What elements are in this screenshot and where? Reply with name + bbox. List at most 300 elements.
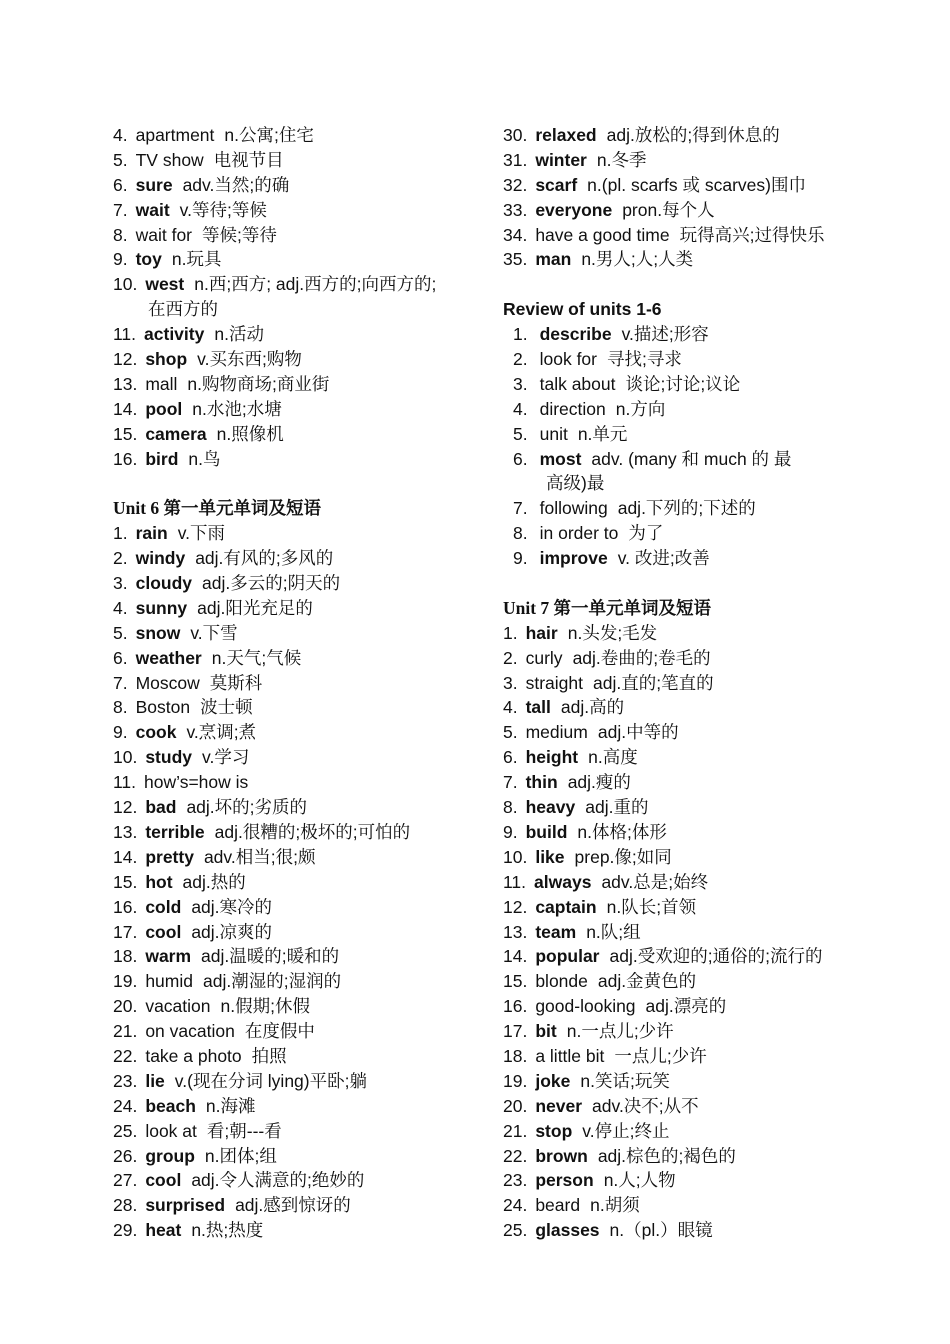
- vocab-word: wait: [135, 199, 170, 220]
- vocab-definition: v.等待;等候: [179, 199, 267, 220]
- vocab-definition: adj.很糟的;极坏的;可怕的: [214, 821, 411, 842]
- item-number: 14.: [113, 398, 138, 419]
- vocab-item: [113, 447, 483, 472]
- item-number: 25.: [113, 1120, 138, 1141]
- vocab-item: [503, 795, 873, 820]
- vocab-word: glasses: [535, 1220, 600, 1241]
- item-number: 26.: [113, 1145, 138, 1166]
- vocab-item: [503, 671, 873, 696]
- item-number: 3.: [503, 672, 518, 693]
- item-number: 8.: [113, 224, 128, 245]
- vocab-list-review-end: [503, 496, 873, 571]
- vocab-item: [503, 546, 873, 571]
- vocab-definition: 为了: [628, 523, 664, 544]
- vocab-item: [503, 148, 873, 173]
- vocab-item: [503, 646, 873, 671]
- vocab-definition: v.下雪: [190, 622, 238, 643]
- vocab-word: how’s=how is: [144, 772, 249, 793]
- item-number: 31.: [503, 149, 528, 170]
- item-number: 16.: [113, 896, 138, 917]
- vocab-definition: adj.阳光充足的: [197, 597, 313, 618]
- vocab-definition: n.照像机: [216, 423, 284, 444]
- vocab-definition: n.(pl. scarfs 或 scarves)围巾: [587, 174, 806, 195]
- vocab-item: [113, 223, 483, 248]
- vocab-item: [113, 994, 483, 1019]
- left-column: [113, 123, 483, 1243]
- vocab-definition: adj.受欢迎的;通俗的;流行的: [609, 946, 823, 967]
- vocab-word: straight: [525, 672, 583, 693]
- unit7-heading: Unit 7 第一单元单词及短语: [503, 597, 712, 618]
- vocab-item: [113, 671, 483, 696]
- vocab-definition: n.购物商场;商业街: [187, 373, 330, 394]
- vocab-item: [503, 944, 873, 969]
- item-number: 5.: [113, 622, 128, 643]
- vocab-definition: adj.下列的;下述的: [617, 498, 756, 519]
- item-number: 27.: [113, 1170, 138, 1191]
- vocab-definition: n.天气;气候: [211, 647, 302, 668]
- vocab-word: heat: [145, 1220, 182, 1241]
- vocab-word: winter: [535, 149, 587, 170]
- vocab-definition: adj.潮湿的;湿润的: [203, 971, 342, 992]
- vocab-word: lie: [145, 1070, 165, 1091]
- item-number: 3.: [113, 573, 128, 594]
- vocab-item: [113, 148, 483, 173]
- vocab-definition: adj.中等的: [597, 722, 679, 743]
- vocab-item: [113, 795, 483, 820]
- vocab-word: warm: [145, 946, 192, 967]
- item-number: 20.: [113, 996, 138, 1017]
- vocab-item: [503, 223, 873, 248]
- vocab-item: [503, 994, 873, 1019]
- vocab-item: [113, 870, 483, 895]
- vocab-word: cool: [145, 921, 182, 942]
- vocab-word: brown: [535, 1145, 588, 1166]
- vocab-definition: 在度假中: [244, 1021, 315, 1042]
- vocab-word: sure: [135, 174, 173, 195]
- item-number: 15.: [113, 871, 138, 892]
- vocab-word: improve: [539, 548, 608, 569]
- vocab-definition: 看;朝---看: [206, 1120, 282, 1141]
- item-number: 18.: [503, 1045, 528, 1066]
- item-number: 4.: [513, 398, 528, 419]
- vocab-word: man: [535, 249, 572, 270]
- item-number: 5.: [513, 423, 528, 444]
- vocab-definition: v.(现在分词 lying)平卧;躺: [174, 1070, 367, 1091]
- vocab-word: a little bit: [535, 1045, 605, 1066]
- item-number: 9.: [513, 548, 528, 569]
- item-number: 10.: [113, 747, 138, 768]
- vocab-word: joke: [535, 1070, 571, 1091]
- vocab-word: team: [535, 921, 577, 942]
- vocab-word: beard: [535, 1195, 581, 1216]
- vocab-item: [503, 1218, 873, 1243]
- vocab-definition: adj.瘦的: [567, 772, 631, 793]
- vocab-definition: 谈论;讨论;议论: [625, 373, 741, 394]
- vocab-word: never: [535, 1095, 583, 1116]
- vocab-item: [113, 820, 483, 845]
- vocab-word: pool: [145, 398, 183, 419]
- item-number: 6.: [113, 647, 128, 668]
- vocab-item: [113, 571, 483, 596]
- vocab-item: [503, 1144, 873, 1169]
- vocab-item: [503, 969, 873, 994]
- vocab-word: west: [145, 274, 185, 295]
- vocab-word: take a photo: [145, 1045, 242, 1066]
- item-number: 16.: [113, 448, 138, 469]
- vocab-item: [503, 920, 873, 945]
- vocab-word: describe: [539, 324, 612, 345]
- item-number: 9.: [113, 249, 128, 270]
- vocab-word: following: [539, 498, 608, 519]
- vocab-word: direction: [539, 398, 606, 419]
- item-number: 14.: [113, 846, 138, 867]
- item-number: 6.: [513, 448, 528, 469]
- vocab-definition: 等候;等待: [202, 224, 277, 245]
- vocab-definition: adj.重的: [585, 797, 649, 818]
- item-number: 1.: [503, 622, 518, 643]
- vocab-definition: n.活动: [214, 324, 264, 345]
- item-number: 4.: [113, 125, 128, 145]
- vocab-definition: n.鸟: [188, 448, 221, 469]
- vocab-definition: v.学习: [202, 747, 250, 768]
- vocab-word: hair: [525, 622, 558, 643]
- vocab-definition: adv. (many 和 much 的 最: [591, 448, 792, 469]
- item-number: 5.: [113, 149, 128, 170]
- vocab-word: apartment: [135, 125, 215, 145]
- vocab-item: [113, 695, 483, 720]
- vocab-item: [113, 944, 483, 969]
- item-number: 15.: [113, 423, 138, 444]
- west-definition-continued: 在西方的: [148, 299, 218, 320]
- vocab-word: bad: [145, 797, 177, 818]
- item-number: 3.: [513, 373, 528, 394]
- vocab-item: [113, 969, 483, 994]
- vocab-definition: adv.相当;很;颇: [203, 846, 316, 867]
- item-number: 12.: [113, 797, 138, 818]
- vocab-word: cloudy: [135, 573, 193, 594]
- vocab-definition: v.下雨: [177, 523, 226, 544]
- vocab-word: camera: [145, 423, 207, 444]
- vocab-word: tall: [525, 697, 551, 718]
- vocab-definition: v.烹调;煮: [186, 722, 257, 743]
- vocab-item: [503, 870, 873, 895]
- item-number: 28.: [113, 1195, 138, 1216]
- vocab-item: [113, 745, 483, 770]
- vocab-word: TV show: [135, 149, 204, 170]
- item-number: 7.: [113, 672, 128, 693]
- vocab-word: curly: [525, 647, 563, 668]
- vocab-word: good-looking: [535, 996, 636, 1017]
- vocab-item: [113, 322, 483, 347]
- item-number: 34.: [503, 224, 528, 245]
- vocab-definition: adj.坏的;劣质的: [186, 797, 308, 818]
- vocab-item: [113, 920, 483, 945]
- vocab-definition: adj.棕色的;褐色的: [597, 1145, 736, 1166]
- vocab-word: most: [539, 448, 582, 469]
- vocab-definition: v.停止;终止: [582, 1120, 670, 1141]
- vocab-item: [503, 397, 873, 422]
- vocab-definition: n.热;热度: [191, 1220, 264, 1241]
- vocab-item: [503, 521, 873, 546]
- vocab-list-unit6-end: [503, 123, 873, 272]
- item-number: 30.: [503, 125, 528, 145]
- item-number: 9.: [113, 722, 128, 743]
- item-number: 8.: [503, 797, 518, 818]
- vocab-definition: n.头发;毛发: [567, 622, 658, 643]
- vocab-item: [503, 745, 873, 770]
- vocab-definition: adj.高的: [560, 697, 625, 718]
- item-number: 24.: [113, 1095, 138, 1116]
- vocab-word: humid: [145, 971, 193, 992]
- item-number: 21.: [113, 1021, 138, 1042]
- vocab-item: [113, 422, 483, 447]
- item-number: 23.: [113, 1070, 138, 1091]
- item-number: 4.: [503, 697, 518, 718]
- vocab-item: [503, 322, 873, 347]
- vocab-item: [113, 198, 483, 223]
- vocab-word: have a good time: [535, 224, 670, 245]
- vocab-definition: adj.感到惊讶的: [235, 1195, 351, 1216]
- vocab-word: relaxed: [535, 125, 597, 145]
- item-number: 13.: [113, 373, 138, 394]
- vocab-word: wait for: [135, 224, 193, 245]
- vocab-item: [503, 770, 873, 795]
- vocab-definition: 电视节目: [213, 149, 284, 170]
- vocab-definition: adj.多云的;阴天的: [202, 573, 341, 594]
- vocab-word: activity: [144, 324, 205, 345]
- vocab-definition: n.队;组: [586, 921, 641, 942]
- vocab-definition: n.体格;体形: [577, 821, 667, 842]
- vocab-word: vacation: [145, 996, 211, 1017]
- vocab-item: [503, 173, 873, 198]
- vocab-word: cool: [145, 1170, 182, 1191]
- vocab-definition: n.假期;休假: [220, 996, 310, 1017]
- vocab-item: [113, 123, 483, 148]
- vocab-word: build: [525, 821, 568, 842]
- vocab-definition: adv.决不;从不: [592, 1095, 699, 1116]
- vocab-word: hot: [145, 871, 173, 892]
- vocab-definition: n.冬季: [596, 149, 647, 170]
- vocab-item: [113, 546, 483, 571]
- vocab-word: bit: [535, 1021, 557, 1042]
- vocab-definition: v.买东西;购物: [197, 349, 302, 370]
- vocab-word: person: [535, 1170, 594, 1191]
- vocab-definition: 波士顿: [200, 697, 253, 718]
- vocab-item: [503, 198, 873, 223]
- vocab-definition: n.胡须: [590, 1195, 640, 1216]
- vocab-definition: n.玩具: [171, 249, 222, 270]
- vocab-definition: adj.金黄色的: [597, 971, 697, 992]
- vocab-word: everyone: [535, 199, 613, 220]
- item-number: 15.: [503, 971, 528, 992]
- vocab-list-unit5-part: [113, 123, 483, 297]
- vocab-definition: n.男人;人;人类: [581, 249, 694, 270]
- vocab-word: weather: [135, 647, 202, 668]
- vocab-definition: pron.每个人: [622, 199, 715, 220]
- vocab-word: like: [535, 846, 565, 867]
- item-number: 6.: [503, 747, 518, 768]
- vocab-item: [503, 123, 873, 148]
- review-heading: Review of units 1-6: [503, 299, 662, 320]
- item-number: 35.: [503, 249, 528, 270]
- vocab-item: [113, 720, 483, 745]
- vocab-item: [503, 247, 873, 272]
- vocab-definition: v. 改进;改善: [617, 548, 710, 569]
- item-number: 7.: [513, 498, 528, 519]
- vocab-list-unit5-end: [113, 322, 483, 471]
- vocab-item: [503, 1193, 873, 1218]
- vocab-item: [503, 695, 873, 720]
- vocab-item: [503, 621, 873, 646]
- vocab-word: surprised: [145, 1195, 226, 1216]
- vocab-item: [113, 347, 483, 372]
- item-number: 7.: [503, 772, 518, 793]
- item-number: 19.: [113, 971, 138, 992]
- vocab-word: pretty: [145, 846, 194, 867]
- vocab-definition: adj.卷曲的;卷毛的: [572, 647, 711, 668]
- vocab-word: study: [145, 747, 193, 768]
- vocab-item: [113, 1193, 483, 1218]
- item-number: 2.: [503, 647, 518, 668]
- item-number: 2.: [513, 349, 528, 370]
- item-number: 11.: [503, 871, 527, 892]
- vocab-word: talk about: [539, 373, 616, 394]
- vocab-word: unit: [539, 423, 568, 444]
- item-number: 13.: [503, 921, 528, 942]
- right-column: [503, 123, 873, 1243]
- vocab-definition: 寻找;寻求: [607, 349, 682, 370]
- vocab-item: [503, 895, 873, 920]
- item-number: 13.: [113, 821, 138, 842]
- vocab-word: Boston: [135, 697, 191, 718]
- vocab-item: [503, 422, 873, 447]
- vocab-word: look for: [539, 349, 597, 370]
- vocab-word: beach: [145, 1095, 196, 1116]
- vocab-word: heavy: [525, 797, 576, 818]
- vocab-item: [113, 646, 483, 671]
- item-number: 24.: [503, 1195, 528, 1216]
- vocab-definition: adj.令人满意的;绝妙的: [191, 1170, 365, 1191]
- vocab-item: [503, 1044, 873, 1069]
- vocab-word: cold: [145, 896, 182, 917]
- vocab-item: [113, 895, 483, 920]
- vocab-word: shop: [145, 349, 188, 370]
- vocab-item: [503, 1094, 873, 1119]
- item-number: 5.: [503, 722, 518, 743]
- vocab-definition: n.方向: [615, 398, 666, 419]
- item-number: 6.: [113, 174, 128, 195]
- item-number: 7.: [113, 199, 128, 220]
- item-number: 17.: [503, 1021, 528, 1042]
- vocab-word: in order to: [539, 523, 619, 544]
- item-number: 19.: [503, 1070, 528, 1091]
- vocab-list-unit7: [503, 621, 873, 1243]
- item-number: 11.: [113, 324, 137, 345]
- vocab-item: [113, 1218, 483, 1243]
- vocab-definition: adv.当然;的确: [182, 174, 290, 195]
- item-number: 12.: [503, 896, 528, 917]
- vocab-item: [503, 447, 873, 472]
- item-number: 10.: [113, 274, 138, 295]
- vocab-word: popular: [535, 946, 600, 967]
- item-number: 23.: [503, 1170, 528, 1191]
- item-number: 29.: [113, 1220, 138, 1241]
- item-number: 10.: [503, 846, 528, 867]
- item-number: 18.: [113, 946, 138, 967]
- most-definition-continued: 高级)最: [546, 473, 605, 494]
- vocab-item: [113, 1044, 483, 1069]
- vocab-word: snow: [135, 622, 181, 643]
- vocab-word: cook: [135, 722, 177, 743]
- vocab-definition: prep.像;如同: [574, 846, 672, 867]
- vocab-word: always: [534, 871, 592, 892]
- vocab-definition: adv.总是;始终: [601, 871, 709, 892]
- item-number: 1.: [113, 523, 128, 544]
- item-number: 2.: [113, 548, 128, 569]
- vocab-item: [113, 845, 483, 870]
- item-number: 4.: [113, 597, 128, 618]
- vocab-word: sunny: [135, 597, 188, 618]
- vocab-item: [113, 247, 483, 272]
- vocab-definition: 莫斯科: [209, 672, 263, 693]
- vocab-definition: v.描述;形容: [621, 324, 709, 345]
- vocab-item: [113, 1119, 483, 1144]
- vocab-item: [503, 845, 873, 870]
- vocab-definition: n.水池;水塘: [192, 398, 282, 419]
- vocab-definition: 拍照: [251, 1045, 287, 1066]
- item-number: 12.: [113, 349, 138, 370]
- vocab-item: [113, 397, 483, 422]
- vocab-definition: adj.温暖的;暖和的: [201, 946, 340, 967]
- vocab-item: [503, 1069, 873, 1094]
- item-number: 8.: [113, 697, 128, 718]
- vocab-item: [503, 1119, 873, 1144]
- vocab-definition: n.海滩: [205, 1095, 256, 1116]
- vocab-word: stop: [535, 1120, 573, 1141]
- vocab-item: [113, 1019, 483, 1044]
- vocab-definition: adj.直的;笔直的: [593, 672, 714, 693]
- vocab-definition: n.人;人物: [603, 1170, 676, 1191]
- vocab-definition: n.公寓;住宅: [224, 125, 314, 145]
- item-number: 16.: [503, 996, 528, 1017]
- unit6-heading: Unit 6 第一单元单词及短语: [113, 498, 322, 519]
- item-number: 8.: [513, 523, 528, 544]
- vocab-word: toy: [135, 249, 162, 270]
- item-number: 17.: [113, 921, 138, 942]
- item-number: 25.: [503, 1220, 528, 1241]
- vocab-definition: n.一点儿;少许: [566, 1021, 674, 1042]
- vocab-item: [113, 1168, 483, 1193]
- vocab-item: [113, 1094, 483, 1119]
- vocab-item: [503, 347, 873, 372]
- vocab-word: windy: [135, 548, 186, 569]
- vocab-item: [113, 173, 483, 198]
- vocab-definition: adj.有风的;多风的: [195, 548, 334, 569]
- vocab-word: Moscow: [135, 672, 200, 693]
- vocab-word: on vacation: [145, 1021, 235, 1042]
- vocab-definition: adj.放松的;得到休息的: [606, 125, 780, 145]
- vocab-definition: n.队长;首领: [606, 896, 697, 917]
- vocab-definition: n.单元: [577, 423, 628, 444]
- vocab-word: captain: [535, 896, 597, 917]
- vocab-definition: adj.寒冷的: [191, 896, 273, 917]
- vocab-item: [113, 272, 483, 297]
- vocab-word: bird: [145, 448, 179, 469]
- vocab-word: look at: [145, 1120, 197, 1141]
- item-number: 1.: [513, 324, 528, 345]
- vocab-definition: n.团体;组: [204, 1145, 277, 1166]
- item-number: 32.: [503, 174, 528, 195]
